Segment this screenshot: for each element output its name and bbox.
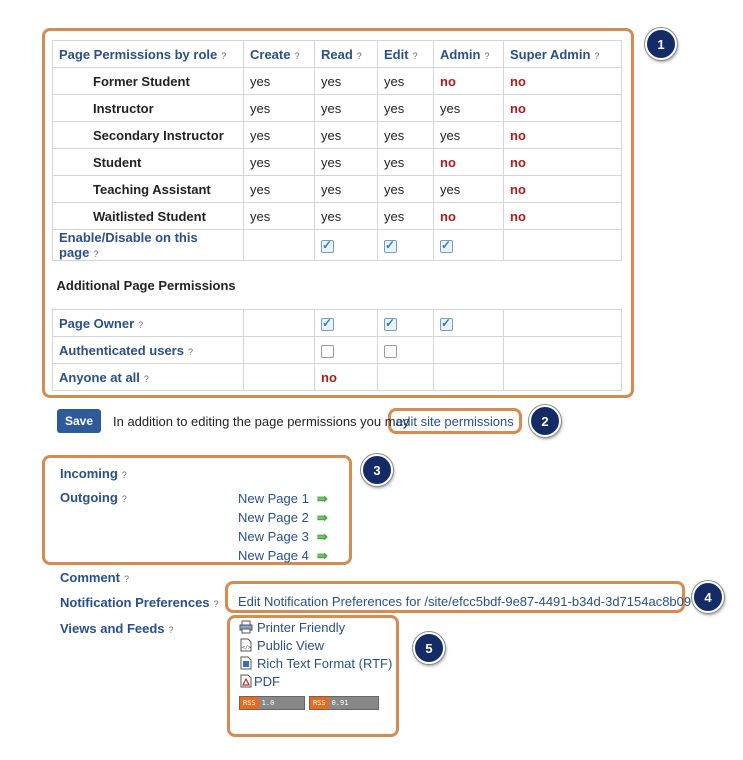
outgoing-link-item[interactable]: New Page 4 ⇛: [238, 548, 328, 563]
table-row: Waitlisted Student yes yes yes no no: [53, 203, 622, 230]
owner-read-checkbox[interactable]: [321, 318, 334, 331]
owner-admin-checkbox[interactable]: [440, 318, 453, 331]
table-row: Instructor yes yes yes yes no: [53, 95, 622, 122]
rss-1-0-feed-button[interactable]: RSS 1.0: [239, 696, 305, 710]
arrow-right-icon: ⇛: [316, 491, 328, 506]
edit-site-permissions-link[interactable]: edit site permissions: [396, 414, 514, 429]
save-help-text: In addition to editing the page permissions you may: [113, 414, 410, 429]
arrow-right-icon: ⇛: [316, 529, 328, 544]
outgoing-links-list: [238, 489, 328, 565]
table-row: Former Student yes yes yes no no: [53, 68, 622, 95]
outgoing-link-item[interactable]: New Page 1 ⇛: [238, 491, 328, 506]
printer-icon: [239, 620, 253, 634]
svg-text:</>: </>: [242, 645, 252, 651]
outgoing-link-item[interactable]: New Page 2 ⇛: [238, 510, 328, 525]
views-feeds-list: [239, 618, 392, 710]
incoming-label: Incoming ?: [60, 466, 127, 481]
additional-permissions-title: Additional Page Permissions: [56, 277, 236, 293]
authenticated-users-row: [53, 337, 622, 364]
auth-edit-checkbox[interactable]: [384, 345, 397, 358]
callout-badge-4: 4: [692, 581, 724, 613]
outgoing-link-item[interactable]: New Page 3 ⇛: [238, 529, 328, 544]
callout-badge-5: 5: [413, 632, 445, 664]
anyone-label: Anyone at all ?: [53, 364, 244, 391]
rtf-link[interactable]: Rich Text Format (RTF): [239, 654, 392, 672]
owner-edit-checkbox[interactable]: [384, 318, 397, 331]
callout-badge-2: 2: [529, 405, 561, 437]
additional-permissions-heading-row: [53, 261, 622, 310]
enable-admin-checkbox[interactable]: [440, 240, 453, 253]
header-edit: Edit ?: [378, 41, 434, 68]
header-admin: Admin ?: [434, 41, 504, 68]
rss-0-91-feed-button[interactable]: RSS 0.91: [309, 696, 380, 710]
permissions-table: [52, 40, 622, 391]
table-row: Student yes yes yes no no: [53, 149, 622, 176]
arrow-right-icon: ⇛: [316, 548, 328, 563]
table-row: Teaching Assistant yes yes yes yes no: [53, 176, 622, 203]
html-file-icon: [239, 638, 253, 652]
printer-friendly-link[interactable]: Printer Friendly: [239, 618, 392, 636]
enable-edit-checkbox[interactable]: [384, 240, 397, 253]
outgoing-label: Outgoing ?: [60, 490, 127, 505]
enable-read-checkbox[interactable]: [321, 240, 334, 253]
public-view-link[interactable]: </> Public View: [239, 636, 392, 654]
pdf-icon: [239, 674, 253, 688]
page-owner-label: Page Owner ?: [53, 310, 244, 337]
enable-disable-row: [53, 230, 622, 261]
header-role: Page Permissions by role ?: [53, 41, 244, 68]
comment-label: Comment ?: [60, 570, 129, 585]
enable-disable-label: Enable/Disable on this page ?: [53, 230, 244, 261]
table-header-row: [53, 41, 622, 68]
authenticated-users-label: Authenticated users ?: [53, 337, 244, 364]
arrow-right-icon: ⇛: [316, 510, 328, 525]
table-row: Secondary Instructor yes yes yes yes no: [53, 122, 622, 149]
header-read: Read ?: [315, 41, 378, 68]
save-button[interactable]: Save: [57, 409, 101, 433]
page-owner-row: [53, 310, 622, 337]
header-superadmin: Super Admin ?: [504, 41, 622, 68]
auth-read-checkbox[interactable]: [321, 345, 334, 358]
anyone-row: Anyone at all ? no: [53, 364, 622, 391]
notification-preferences-label: Notification Preferences ?: [60, 595, 219, 610]
document-icon: [239, 656, 253, 670]
callout-badge-1: 1: [645, 28, 677, 60]
edit-notification-preferences-link[interactable]: Edit Notification Preferences for /site/efcc5bdf-9e87-4491-b34d-3d7154ac8b09: [238, 594, 692, 609]
pdf-link[interactable]: PDF: [239, 672, 392, 690]
views-feeds-label: Views and Feeds ?: [60, 621, 174, 636]
header-create: Create ?: [244, 41, 315, 68]
callout-badge-3: 3: [361, 454, 393, 486]
